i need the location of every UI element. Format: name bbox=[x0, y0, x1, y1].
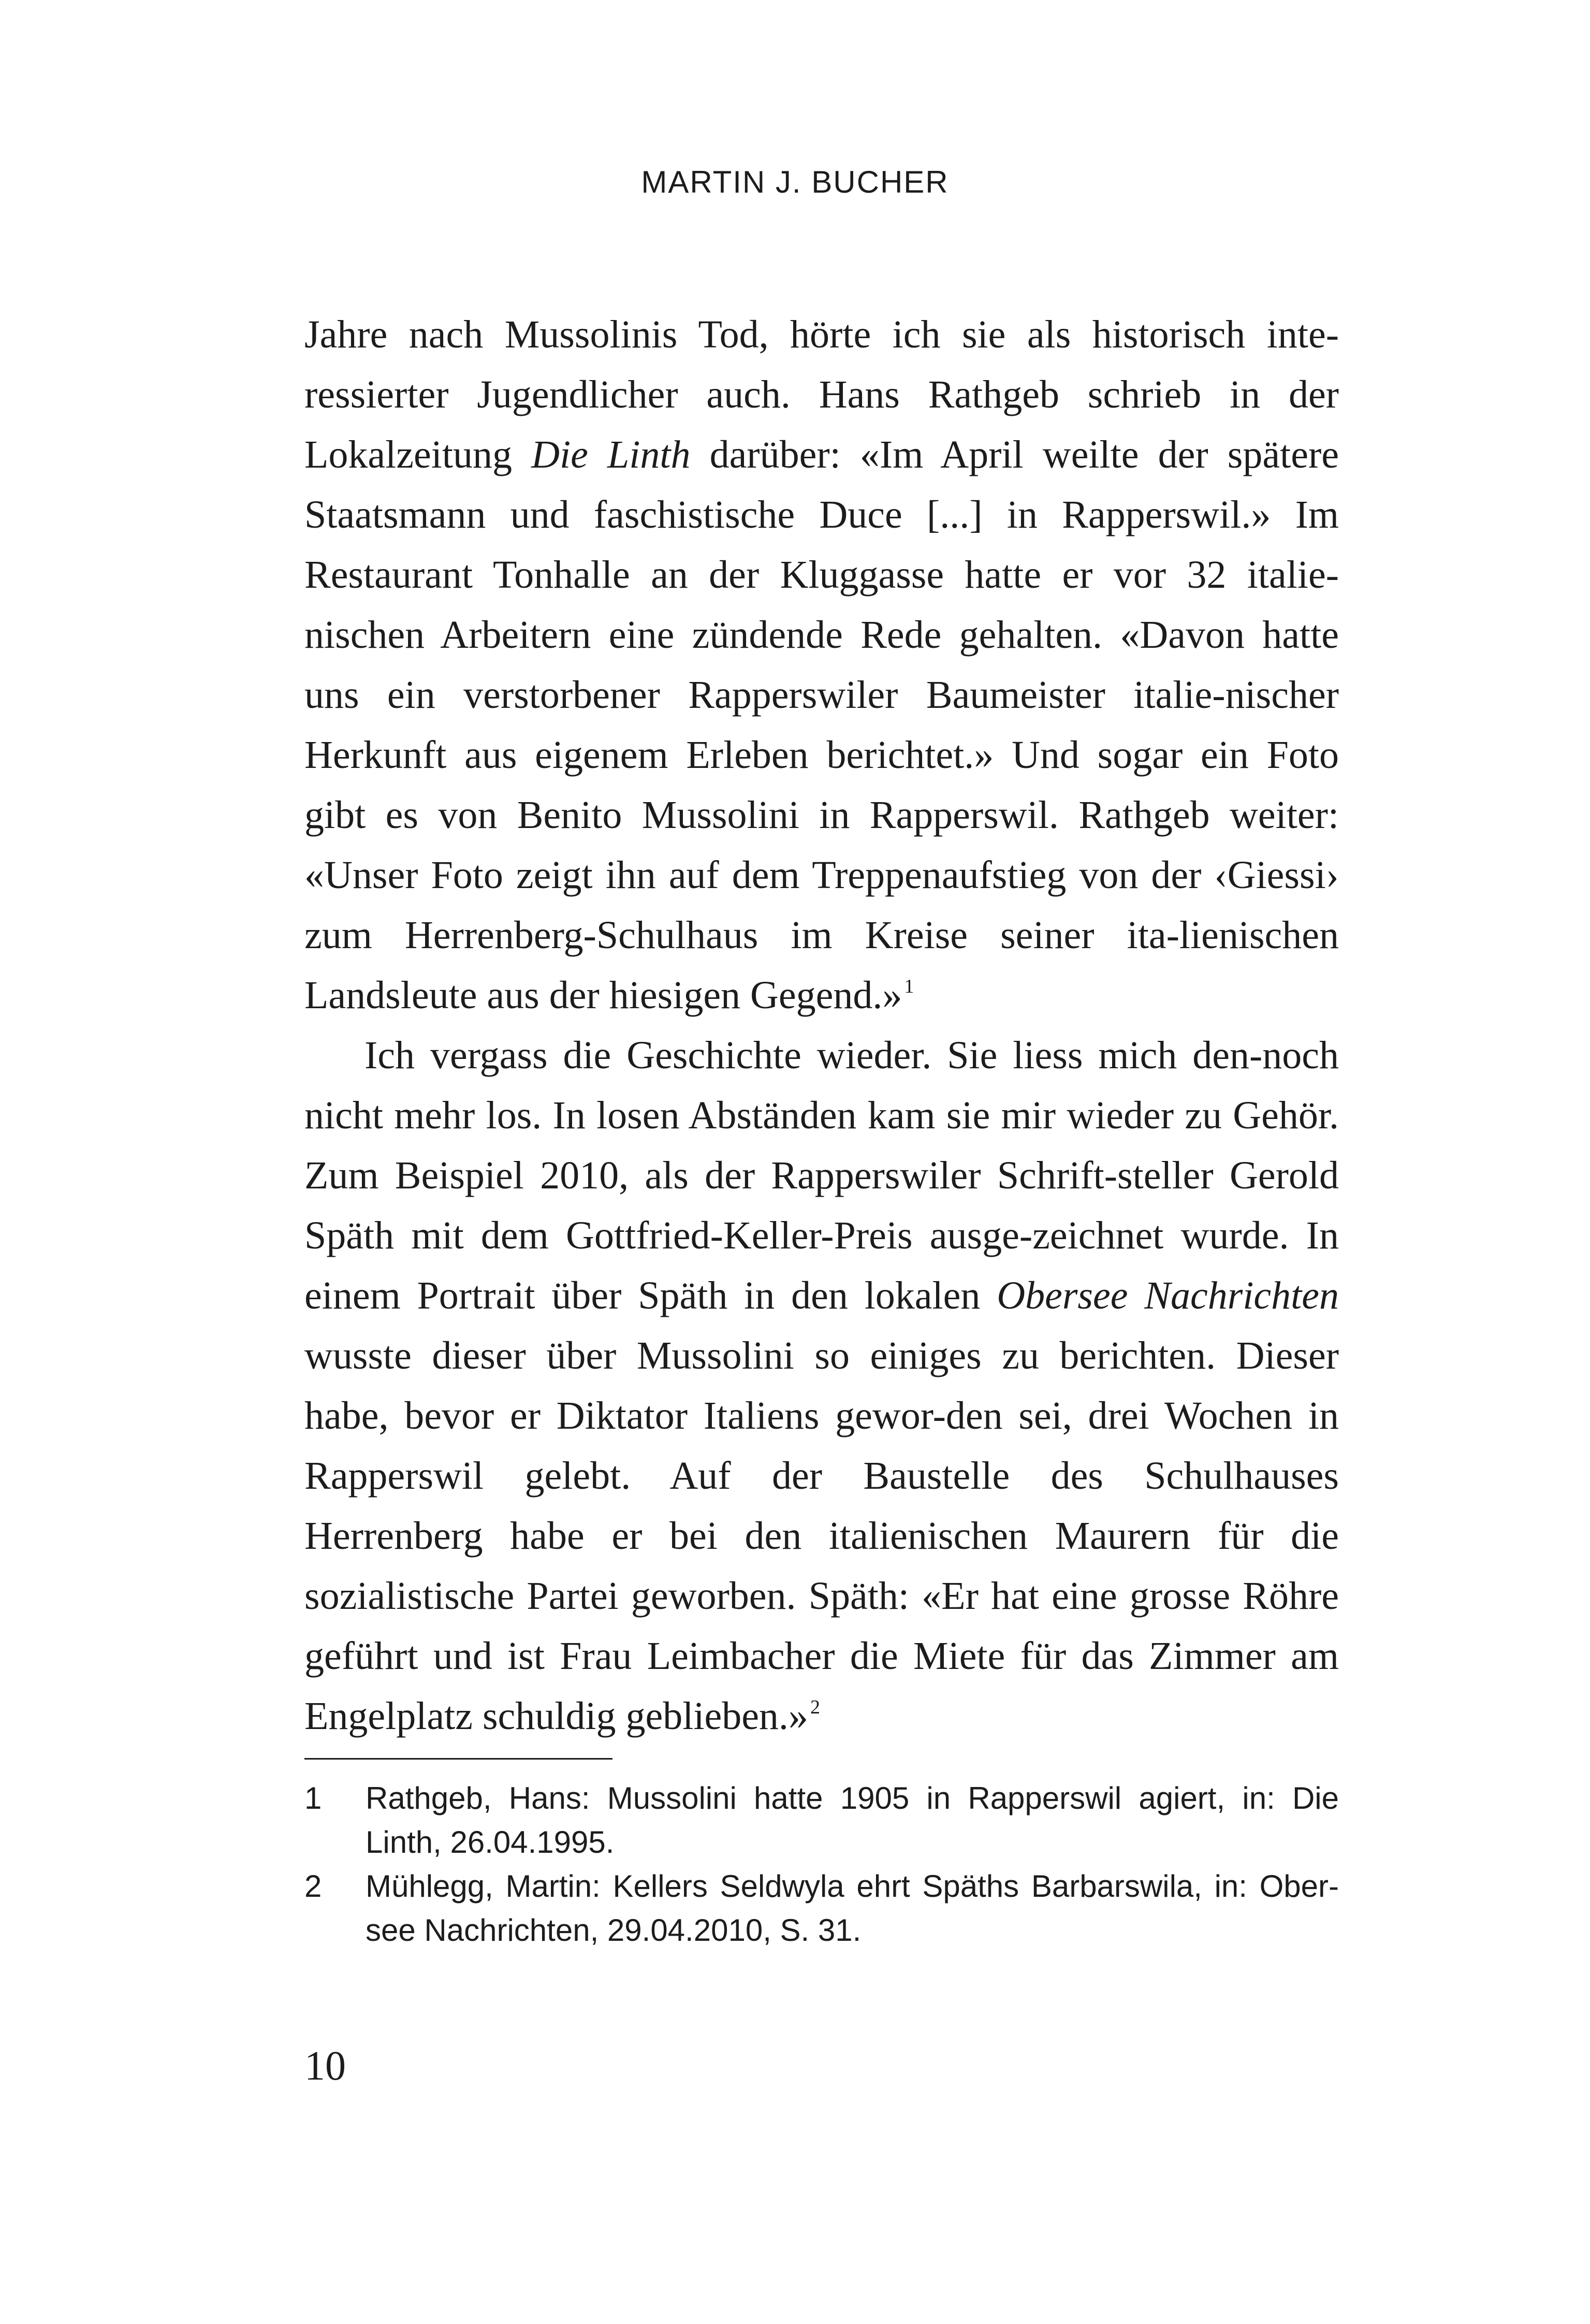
paragraph-1 bbox=[304, 304, 1339, 1025]
newspaper-title-obersee-nachrichten: Obersee Nachrichten bbox=[997, 1274, 1339, 1317]
footnote-text: Rathgeb, Hans: Mussolini hatte 1905 in Rapperswil agiert, in: Die Linth, 26.04.1995. bbox=[366, 1781, 1339, 1860]
paragraph-2-text-b: wusste dieser über Mussolini so einiges zu berichten. Dieser habe, bevor er Diktator Italiens gewor-den sei, drei Wochen in Rapperswil gelebt. Auf der Baustelle des Schulhauses Herrenberg habe er bei den italienischen Maurern für die sozialistische Partei geworben. Späth: «Er hat eine grosse Röhre geführt und ist Frau Leimbacher die Miete für das Zimmer am Engelplatz schuldig geblieben.» bbox=[304, 1334, 1339, 1738]
footnote-1 bbox=[304, 1776, 1339, 1864]
paragraph-2 bbox=[304, 1025, 1339, 1746]
footnote-text: Mühlegg, Martin: Kellers Seldwyla ehrt Späths Barbarswila, in: Ober-see Nachrichten, 29.04.2010, S. 31. bbox=[366, 1869, 1339, 1948]
footnote-number: 2 bbox=[304, 1869, 322, 1904]
footnote-ref-1: 1 bbox=[904, 976, 914, 997]
footnotes bbox=[304, 1776, 1339, 1952]
footnote-2 bbox=[304, 1864, 1339, 1952]
paragraph-2-text-a: Ich vergass die Geschichte wieder. Sie liess mich den-noch nicht mehr los. In losen Abständen kam sie mir wieder zu Gehör. Zum Beispiel 2010, als der Rapperswiler Schrift-steller Gerold Späth mit dem Gottfried-Keller-Preis ausge-zeichnet wurde. In einem Portrait über Späth in den lokalen bbox=[304, 1034, 1339, 1317]
footnote-ref-2: 2 bbox=[810, 1696, 820, 1718]
footnote-separator bbox=[304, 1758, 612, 1760]
paragraph-1-text-a: Jahre nach Mussolinis Tod, hörte ich sie als historisch inte-ressierter Jugendlicher auch. Hans Rathgeb schrieb in der Lokalzeitung bbox=[304, 313, 1339, 476]
footnote-number: 1 bbox=[304, 1781, 322, 1815]
running-head: MARTIN J. BUCHER bbox=[641, 165, 949, 199]
page-number: 10 bbox=[304, 2043, 346, 2089]
body-text bbox=[304, 304, 1339, 1746]
newspaper-title-die-linth: Die Linth bbox=[531, 433, 691, 476]
paragraph-1-text-b: darüber: «Im April weilte der spätere Staatsmann und faschistische Duce [...] in Rapperswil.» Im Restaurant Tonhalle an der Kluggasse hatte er vor 32 italie-nischen Arbeitern eine zündende Rede gehalten. «Davon hatte uns ein verstorbener Rapperswiler Baumeister italie-nischer Herkunft aus eigenem Erleben berichtet.» Und sogar ein Foto gibt es von Benito Mussolini in Rapperswil. Rathgeb weiter: «Unser Foto zeigt ihn auf dem Treppenaufstieg von der ‹Giessi› zum Herrenberg-Schulhaus im Kreise seiner ita-lienischen Landsleute aus der hiesigen Gegend.» bbox=[304, 433, 1339, 1017]
